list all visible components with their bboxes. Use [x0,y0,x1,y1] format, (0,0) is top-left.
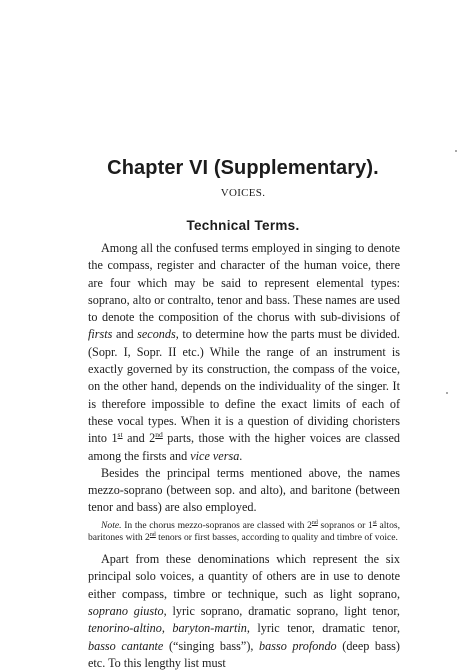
section-heading: Technical Terms. [186,218,300,233]
body-text-top [88,240,400,672]
paragraph-2: Besides the principal terms mentioned above, the names mezzo-soprano (between sop. and alto), and baritone (between tenor and bass) are also employed. [88,465,400,515]
chapter-title: Chapter VI (Supplementary). [107,157,379,179]
paragraph-3: Apart from these denominations which represent the six principal solo voices, a quantity of others are in use to denote either compass, timbre or technique, such as light soprano, soprano giusto, lyric soprano, dramatic soprano, light tenor, tenorino-altino, baryton-martin, lyric tenor, dramatic tenor, basso cantante (“singing bass”), basso profondo (deep bass) etc. To this lengthy list must [88,552,401,670]
scan-speck [446,392,448,394]
scan-speck [455,150,457,152]
chapter-subtitle: VOICES. [220,187,266,199]
note-paragraph: Note. In the chorus mezzo-sopranos are classed with 2nd sopranos or 1st altos, baritones with 2nd tenors or first basses, according to quality and timbre of voice. [88,519,401,543]
paragraph-1: Among all the confused terms employed in singing to denote the compass, register and character of the human voice, there are four which may be said to represent elemental types: soprano, alto or contralto, tenor and bass. These names are used to denote the composition of the chorus with sub-divisions of firsts and seconds, to determine how the parts must be divided. (Sopr. I, Sopr. II etc.) While the range of an instrument is exactly governed by its construction, the compass of the voice, on the other hand, depends on the individuality of the singer. It is therefore impossible to define the exact limits of each of these vocal types. When it is a question of dividing choristers into 1st and 2nd parts, those with the higher voices are classed among the firsts and vice versa. [88,241,400,463]
